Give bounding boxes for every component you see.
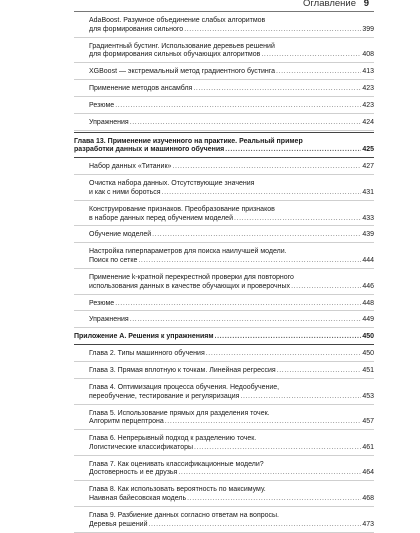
toc-entry-title-line: Логистические классификаторы	[89, 443, 194, 451]
toc-page-number: 439	[362, 231, 374, 239]
toc-entry-title-line: Резюме	[89, 101, 115, 109]
toc-chapter-entry	[74, 132, 374, 159]
toc-entry-title-line: переобучение, тестирование и регуляризация	[89, 392, 240, 400]
toc-entry-title-line: использования данных в качестве обучающих и проверочных	[89, 282, 291, 290]
toc-entry	[74, 295, 374, 312]
dot-leader	[206, 350, 362, 359]
dot-leader	[138, 257, 361, 266]
toc-entry	[74, 38, 374, 64]
dot-leader	[184, 26, 361, 35]
dot-leader	[172, 163, 361, 172]
toc-page-number: 431	[362, 188, 374, 196]
dot-leader	[194, 444, 361, 453]
toc-entry	[74, 12, 374, 38]
page-number: 9	[363, 0, 369, 9]
toc-page-number: 427	[362, 163, 374, 171]
toc-entry-title-line: Набор данных «Титаник»	[89, 163, 172, 171]
toc-entry-title-line: Резюме	[89, 299, 115, 307]
toc-entry	[74, 114, 374, 131]
toc-page-number: 453	[362, 392, 374, 400]
toc-entry-title-line: Наивная байесовская модель	[89, 495, 187, 503]
toc-entry	[74, 507, 374, 533]
toc-page-number: 433	[362, 214, 374, 222]
toc-page-number: 448	[362, 299, 374, 307]
dot-leader	[115, 300, 361, 309]
dot-leader	[240, 393, 361, 402]
toc-entry-title-line: для формирования сильного	[89, 25, 184, 33]
toc-page-number: 408	[362, 51, 374, 59]
dot-leader	[149, 521, 362, 530]
dot-leader	[187, 495, 361, 504]
toc-page-number: 423	[362, 85, 374, 93]
toc-entry-title-line: Упражнения	[89, 118, 129, 126]
toc-entry	[74, 97, 374, 114]
toc-entry	[74, 456, 374, 482]
toc-entry	[74, 158, 374, 175]
toc-page-number: 461	[362, 443, 374, 451]
header-title: Оглавление	[303, 0, 356, 9]
toc-entry-title-line: Алгоритм перцептрона	[89, 418, 164, 426]
toc-entry	[74, 362, 374, 379]
toc-entry-title-line: Конструирование признаков. Преобразование признаков	[89, 205, 275, 213]
toc-entry	[74, 243, 374, 269]
dot-leader	[261, 51, 361, 60]
toc-page-number: 399	[362, 25, 374, 33]
toc-entry-title-line: AdaBoost. Разумное объединение слабых алгоритмов	[89, 17, 266, 24]
toc-page-number: 451	[362, 367, 374, 375]
toc-entry-title-line: Глава 8. Как использовать вероятность по максимуму.	[89, 486, 266, 494]
dot-leader	[277, 367, 362, 376]
toc-entry	[74, 63, 374, 80]
dot-leader	[225, 146, 361, 155]
dot-leader	[291, 283, 361, 292]
toc-page-number: 413	[362, 68, 374, 76]
dot-leader	[215, 333, 362, 342]
toc-entry-title-line: разработки данных и машинного обучения	[74, 146, 225, 154]
toc-entry	[74, 345, 374, 362]
toc-page-number: 473	[362, 520, 374, 528]
toc-page-number: 450	[362, 350, 374, 358]
toc-entry-title-line: и как с ними бороться	[89, 188, 161, 196]
dot-leader	[130, 316, 362, 325]
toc-entry	[74, 226, 374, 243]
toc-entry-title-line: Приложение А. Решения к упражнениям	[74, 333, 214, 341]
toc-entry-title-line: Упражнения	[89, 316, 129, 324]
toc-entry-title-line: Глава 6. Непрерывный подход к разделению точек.	[89, 435, 257, 443]
dot-leader	[115, 102, 361, 111]
toc-entry	[74, 405, 374, 431]
toc-page-number: 468	[362, 495, 374, 503]
toc-entry-title-line: Глава 5. Использование прямых для разделения точек.	[89, 409, 270, 417]
dot-leader	[276, 68, 361, 77]
toc-page-number: 446	[362, 282, 374, 290]
dot-leader	[162, 189, 362, 198]
toc-chapter-entry	[74, 328, 374, 345]
toc-entry	[74, 269, 374, 295]
toc-entry-title-line: Глава 7. Как оценивать классификационные модели?	[89, 460, 264, 468]
toc-entry-title-line: в наборе данных перед обучением моделей	[89, 214, 233, 222]
dot-leader	[152, 231, 361, 240]
toc-entry-title-line: Применение k-кратной перекрестной проверки для повторного	[89, 273, 294, 281]
toc-page-number: 423	[362, 101, 374, 109]
toc-entry-title-line: XGBoost — экстремальный метод градиентного бустинга	[89, 68, 276, 76]
toc-entry	[74, 80, 374, 97]
toc-entry-title-line: Глава 9. Разбиение данных согласно ответам на вопросы.	[89, 511, 279, 519]
toc-entry-title-line: Градиентный бустинг. Использование деревьев решений	[89, 42, 275, 50]
toc-page-number: 457	[362, 418, 374, 426]
toc-entry-title-line: Очистка набора данных. Отсутствующие значения	[89, 180, 255, 188]
toc-entry-title-line: Глава 2. Типы машинного обучения	[89, 350, 205, 358]
toc-entry-title-line: Применение методов ансамбля	[89, 85, 193, 93]
running-header	[0, 0, 420, 10]
dot-leader	[130, 119, 362, 128]
toc-entry-title-line: для формирования сильных обучающих алгоритмов	[89, 51, 261, 59]
toc-page-number: 444	[362, 257, 374, 265]
dot-leader	[178, 469, 361, 478]
dot-leader	[193, 85, 361, 94]
toc-entry-title-line: Достоверность и ее друзья	[89, 469, 178, 477]
toc-entry	[74, 481, 374, 507]
toc-entry-title-line: Настройка гиперпараметров для поиска наилучшей модели.	[89, 248, 287, 256]
toc-entry-title-line: Поиск по сетке	[89, 257, 138, 265]
toc-page-number: 424	[362, 118, 374, 126]
toc-entry	[74, 379, 374, 405]
toc-entry-title-line: Глава 4. Оптимизация процесса обучения. Недообучение,	[89, 383, 280, 391]
toc-page-number: 450	[362, 333, 374, 341]
table-of-contents	[74, 12, 374, 533]
toc-page-number: 425	[362, 146, 374, 154]
toc-page-number: 464	[362, 469, 374, 477]
toc-entry-title-line: Деревья решений	[89, 520, 148, 528]
dot-leader	[234, 215, 361, 224]
toc-entry-title-line: Глава 13. Применение изученного на практике. Реальный пример	[74, 137, 303, 145]
toc-entry	[74, 430, 374, 456]
toc-entry	[74, 175, 374, 201]
toc-entry	[74, 201, 374, 227]
toc-entry-title-line: Глава 3. Прямая вплотную к точкам. Линейная регрессия	[89, 367, 276, 375]
toc-entry-title-line: Обучение моделей	[89, 231, 152, 239]
toc-entry	[74, 311, 374, 328]
toc-page-number: 449	[362, 316, 374, 324]
